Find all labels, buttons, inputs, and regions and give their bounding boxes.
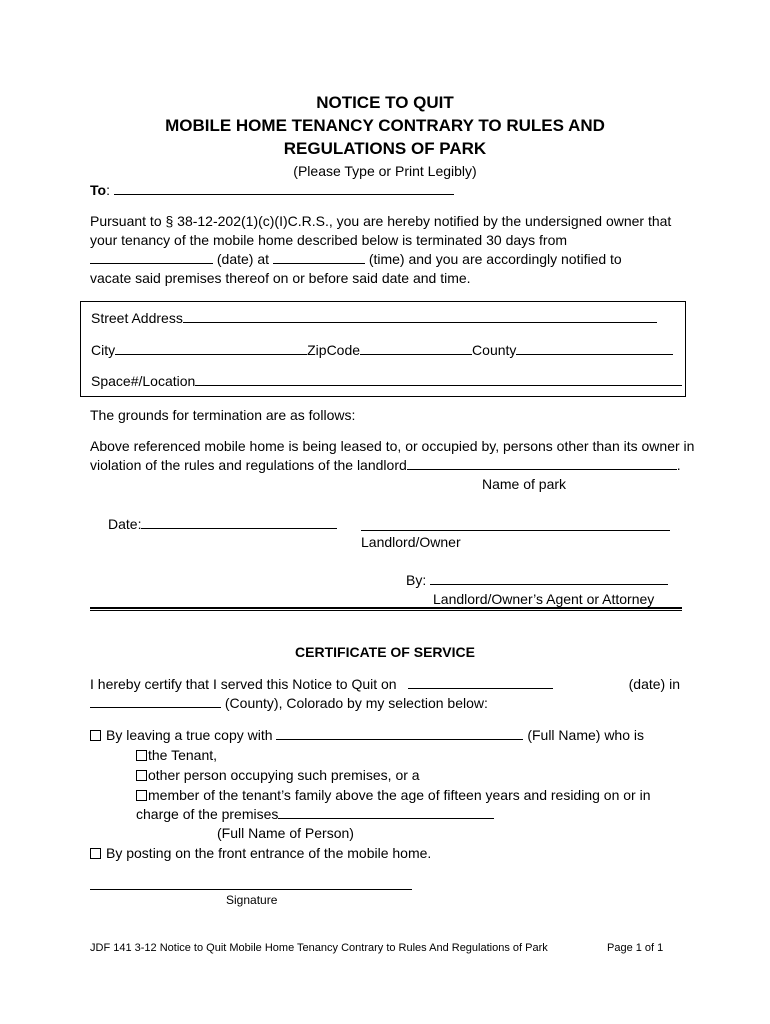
option-posting-label: By posting on the front entrance of the mobile home. xyxy=(106,845,432,861)
street-field[interactable] xyxy=(183,310,657,323)
date-row xyxy=(108,516,337,532)
option-copy-row xyxy=(90,727,644,743)
family-cont-label: charge of the premises xyxy=(136,806,279,822)
agent-signature-field[interactable] xyxy=(430,572,668,585)
occupant-label: other person occupying such premises, or a xyxy=(148,767,420,783)
city-row xyxy=(91,342,673,358)
street-label: Street Address xyxy=(91,310,183,326)
notice-time-field[interactable] xyxy=(273,251,365,264)
title-line-1: NOTICE TO QUIT xyxy=(316,93,454,112)
section-divider-thin xyxy=(90,610,682,611)
city-label: City xyxy=(91,342,116,358)
landlord-signature-line[interactable] xyxy=(361,530,670,531)
service-date-field[interactable] xyxy=(408,676,553,689)
grounds-period: . xyxy=(676,457,681,473)
county-row xyxy=(90,695,488,711)
to-colon: : xyxy=(106,182,110,198)
section-divider-thick xyxy=(90,607,682,609)
zip-field[interactable] xyxy=(360,342,472,355)
space-label: Space#/Location xyxy=(91,373,196,389)
notice-line-2: your tenancy of the mobile home described below is terminated 30 days from xyxy=(90,232,568,248)
tenant-checkbox[interactable] xyxy=(136,750,147,761)
to-row xyxy=(90,182,454,198)
occupant-checkbox[interactable] xyxy=(136,770,147,781)
family-cont-row xyxy=(136,806,494,822)
sub-option-family xyxy=(136,787,650,803)
park-caption: Name of park xyxy=(482,476,567,492)
grounds-line-2 xyxy=(90,457,681,473)
footer-page-number: Page 1 of 1 xyxy=(607,942,664,954)
park-name-field[interactable] xyxy=(407,457,677,470)
option-copy-end: (Full Name) who is xyxy=(527,727,645,743)
instruction-text: (Please Type or Print Legibly) xyxy=(293,163,477,179)
full-name-field[interactable] xyxy=(276,727,523,740)
sub-option-occupant xyxy=(136,767,420,783)
grounds-line-2-text: violation of the rules and regulations of the landlord xyxy=(90,457,407,473)
date-field[interactable] xyxy=(141,516,337,529)
to-label: To xyxy=(90,182,107,198)
option-posting-row xyxy=(90,845,431,861)
notice-time-label: (time) and you are accordingly notified to xyxy=(368,251,622,267)
option-copy-label: By leaving a true copy with xyxy=(106,727,273,743)
certificate-heading: CERTIFICATE OF SERVICE xyxy=(295,644,475,660)
space-row xyxy=(91,373,682,389)
notice-date-field[interactable] xyxy=(90,251,213,264)
service-county-field[interactable] xyxy=(90,695,221,708)
copy-checkbox[interactable] xyxy=(90,730,101,741)
street-row xyxy=(91,310,657,326)
signature-caption: Signature xyxy=(226,893,278,907)
agent-caption: Landlord/Owner’s Agent or Attorney xyxy=(433,591,655,607)
date-label: Date: xyxy=(108,516,142,532)
space-field[interactable] xyxy=(195,373,682,386)
posting-checkbox[interactable] xyxy=(90,848,101,859)
county-text: (County), Colorado by my selection below: xyxy=(224,695,488,711)
notice-line-1: Pursuant to § 38-12-202(1)(c)(I)C.R.S., you are hereby notified by the undersigned owner that xyxy=(90,213,672,229)
landlord-caption: Landlord/Owner xyxy=(361,534,461,550)
grounds-line-1: Above referenced mobile home is being leased to, or occupied by, persons other than its owner in xyxy=(90,438,695,454)
certify-text: I hereby certify that I served this Notice to Quit on xyxy=(90,676,397,692)
notice-date-label: (date) at xyxy=(216,251,270,267)
family-label: member of the tenant’s family above the age of fifteen years and residing on or in xyxy=(148,787,651,803)
sub-option-tenant xyxy=(136,747,217,763)
by-row xyxy=(406,572,668,588)
county-field[interactable] xyxy=(516,342,673,355)
notice-line-3 xyxy=(90,251,622,267)
family-checkbox[interactable] xyxy=(136,790,147,801)
certify-row xyxy=(90,676,680,692)
county-label: County xyxy=(472,342,517,358)
full-name-caption: (Full Name of Person) xyxy=(217,825,354,841)
title-line-3: REGULATIONS OF PARK xyxy=(283,139,487,158)
date-in-label: (date) in xyxy=(628,676,680,692)
zip-label: ZipCode xyxy=(307,342,361,358)
tenant-label: the Tenant, xyxy=(148,747,218,763)
to-field[interactable] xyxy=(114,182,454,195)
grounds-heading: The grounds for termination are as follows: xyxy=(90,407,356,423)
notice-line-4: vacate said premises thereof on or before said date and time. xyxy=(90,270,471,286)
title-line-2: MOBILE HOME TENANCY CONTRARY TO RULES AND xyxy=(165,116,605,135)
family-member-field[interactable] xyxy=(278,806,494,819)
by-label: By: xyxy=(406,572,427,588)
footer-form-id: JDF 141 3-12 Notice to Quit Mobile Home Tenancy Contrary to Rules And Regulations of Park xyxy=(90,942,548,954)
city-field[interactable] xyxy=(115,342,307,355)
server-signature-line[interactable] xyxy=(90,889,412,890)
